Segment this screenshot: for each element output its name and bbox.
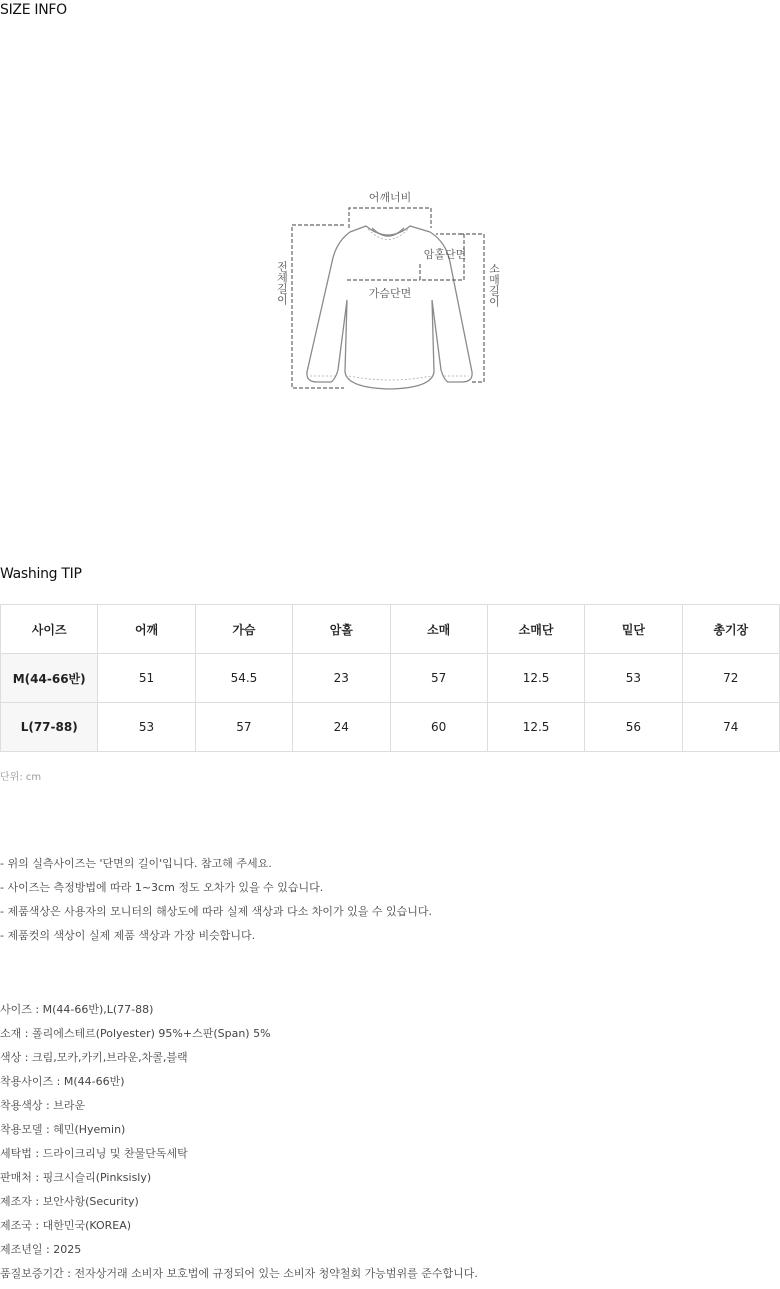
table-cell: 23 (293, 654, 390, 703)
table-cell: 54.5 (195, 654, 292, 703)
header-sleeve-hem: 소매단 (487, 605, 584, 654)
size-table (0, 604, 780, 752)
header-hem: 밑단 (585, 605, 682, 654)
shoulder-label: 어깨너비 (368, 191, 412, 204)
table-cell: 24 (293, 703, 390, 752)
sleeve-length-label: 소매길이 (487, 263, 501, 307)
table-cell: 60 (390, 703, 487, 752)
table-cell: 51 (98, 654, 195, 703)
header-size: 사이즈 (1, 605, 98, 654)
spec-item: 세탁법 : 드라이크리닝 및 찬물단독세탁 (0, 1147, 188, 1160)
table-cell: 57 (195, 703, 292, 752)
armhole-label: 암홀단면 (423, 248, 467, 261)
header-chest: 가슴 (195, 605, 292, 654)
header-sleeve: 소매 (390, 605, 487, 654)
note-item: - 제품색상은 사용자의 모니터의 해상도에 따라 실제 색상과 다소 차이가 있을 수 있습니다. (0, 905, 432, 918)
notes-list (0, 855, 432, 951)
washing-tip-title: Washing TIP (0, 566, 82, 582)
spec-item: 소재 : 폴리에스테르(Polyester) 95%+스판(Span) 5% (0, 1027, 271, 1040)
spec-item: 색상 : 크림,모카,카키,브라운,차콜,블랙 (0, 1051, 188, 1064)
table-header-row (1, 605, 780, 654)
table-cell: 56 (585, 703, 682, 752)
table-row (1, 654, 780, 703)
header-armhole: 암홀 (293, 605, 390, 654)
size-diagram (270, 185, 510, 400)
spec-item: 착용색상 : 브라운 (0, 1099, 86, 1112)
total-length-label: 전체길이 (275, 261, 289, 305)
note-item: - 제품컷의 색상이 실제 제품 색상과 가장 비슷합니다. (0, 929, 256, 942)
spec-item: 착용모델 : 혜민(Hyemin) (0, 1123, 126, 1136)
table-row (1, 703, 780, 752)
row-size-label: L(77-88) (1, 703, 98, 752)
spec-item: 사이즈 : M(44-66반),L(77-88) (0, 1003, 154, 1016)
spec-item: 판매처 : 핑크시슬리(Pinksisly) (0, 1171, 152, 1184)
product-specs-list (0, 1001, 478, 1289)
garment-diagram (270, 185, 510, 400)
table-cell: 53 (98, 703, 195, 752)
header-shoulder: 어깨 (98, 605, 195, 654)
note-item: - 사이즈는 측정방법에 따라 1~3cm 정도 오차가 있을 수 있습니다. (0, 881, 324, 894)
size-info-title: SIZE INFO (0, 2, 67, 18)
table-cell: 53 (585, 654, 682, 703)
unit-label: 단위: cm (0, 772, 42, 783)
spec-item: 착용사이즈 : M(44-66반) (0, 1075, 125, 1088)
row-size-label: M(44-66반) (1, 654, 98, 703)
table-cell: 57 (390, 654, 487, 703)
spec-item: 품질보증기간 : 전자상거래 소비자 보호법에 규정되어 있는 소비자 청약철회 가능범위를 준수합니다. (0, 1267, 478, 1280)
header-total-length: 총기장 (682, 605, 779, 654)
spec-item: 제조년일 : 2025 (0, 1243, 82, 1256)
table-cell: 12.5 (487, 703, 584, 752)
table-cell: 12.5 (487, 654, 584, 703)
spec-item: 제조국 : 대한민국(KOREA) (0, 1219, 132, 1232)
table-cell: 74 (682, 703, 779, 752)
table-cell: 72 (682, 654, 779, 703)
spec-item: 제조자 : 보안사항(Security) (0, 1195, 139, 1208)
chest-label: 가슴단면 (368, 287, 412, 300)
note-item: - 위의 실측사이즈는 '단면의 길이'입니다. 참고해 주세요. (0, 857, 272, 870)
